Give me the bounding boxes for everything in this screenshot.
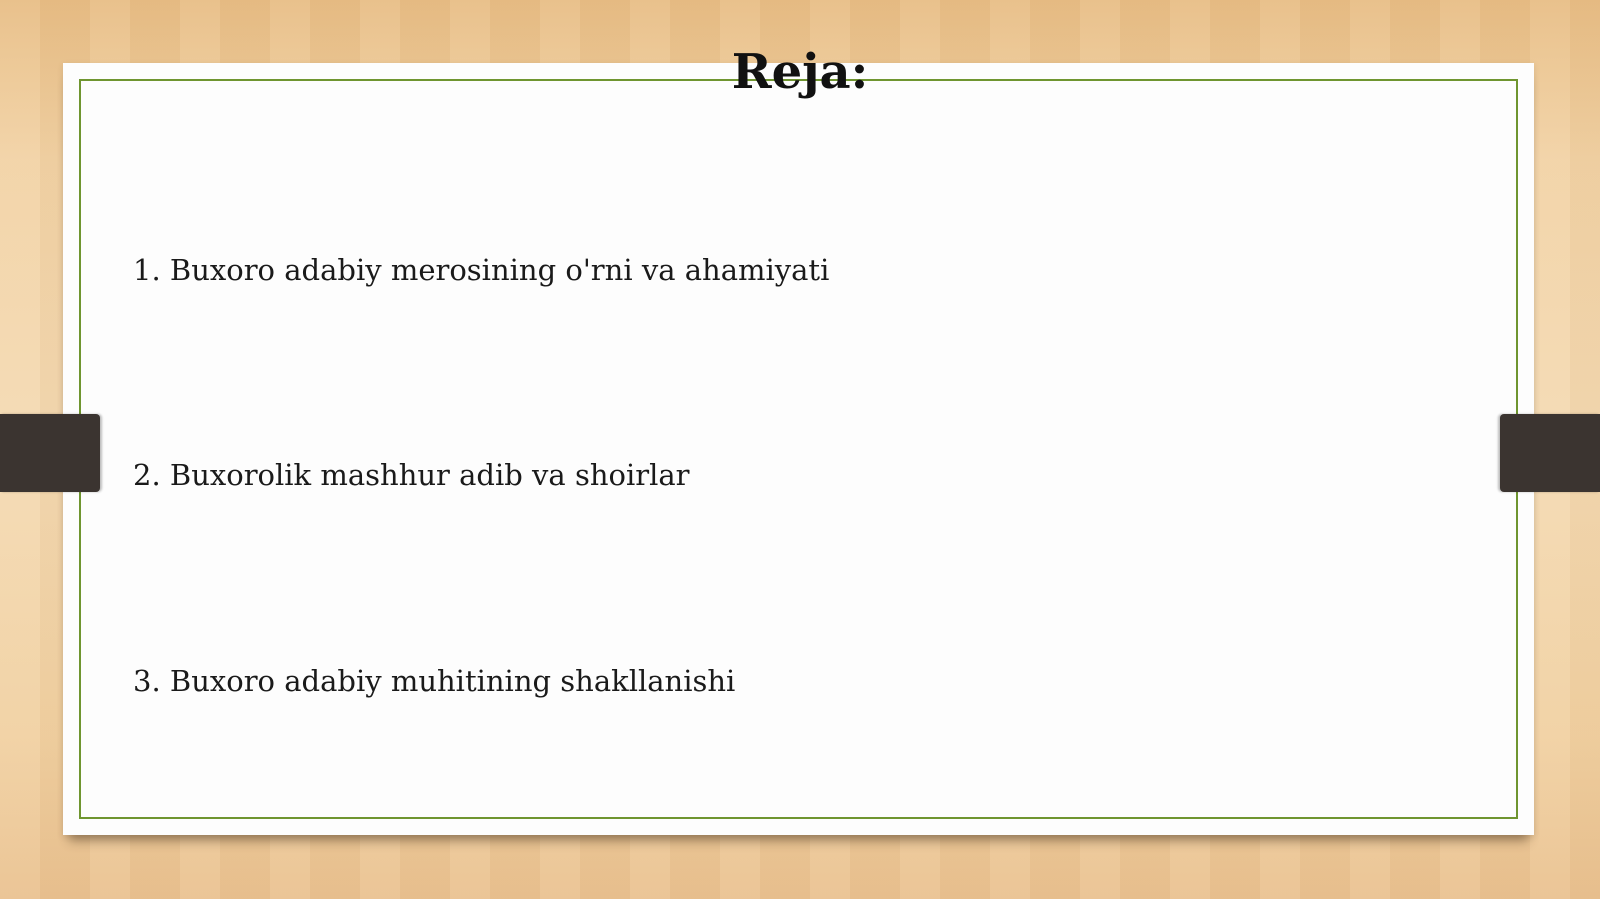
- right-binder-clip: [1500, 414, 1600, 492]
- plan-item-3: 3. Buxoro adabiy muhitining shakllanishi: [133, 664, 736, 698]
- slide-card: [63, 63, 1534, 835]
- plan-item-1: 1. Buxoro adabiy merosining o'rni va ahamiyati: [133, 253, 830, 287]
- slide-title: Reja:: [731, 44, 869, 100]
- plan-item-2: 2. Buxorolik mashhur adib va shoirlar: [133, 458, 690, 492]
- slide-frame-border: [79, 79, 1518, 819]
- left-binder-clip: [0, 414, 100, 492]
